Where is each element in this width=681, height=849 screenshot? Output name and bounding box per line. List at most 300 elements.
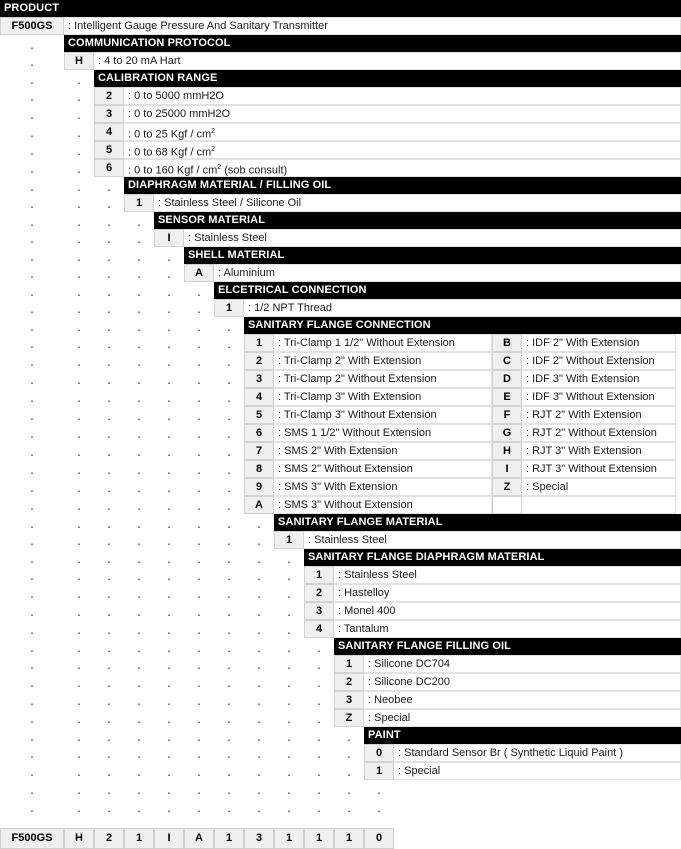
section-header-sanitary-flange-connection: SANITARY FLANGE CONNECTION: [244, 317, 681, 334]
leader-dot: .: [257, 626, 261, 637]
section-header-row-product: [0, 0, 681, 18]
option-row[interactable]: [0, 744, 681, 762]
option-description: : Silicone DC704: [364, 655, 681, 673]
option-code[interactable]: B: [492, 334, 522, 352]
option-row[interactable]: [0, 388, 681, 406]
leader-dot: .: [167, 804, 171, 815]
leader-dot: .: [377, 804, 381, 815]
summary-code-cell[interactable]: H: [64, 828, 94, 849]
leader-dot: .: [257, 733, 261, 744]
leader-dot: .: [107, 376, 111, 387]
section-header-sanitary-flange-filling-oil: SANITARY FLANGE FILLING OIL: [334, 638, 681, 655]
leader-dot: .: [167, 253, 171, 264]
leader-dot: .: [137, 502, 141, 513]
leader-dot: .: [257, 679, 261, 690]
option-code[interactable]: 7: [244, 442, 274, 460]
leader-dot: .: [227, 502, 231, 513]
leader-dot: .: [77, 715, 81, 726]
section-header-row-paint: [0, 727, 681, 745]
summary-code-cell[interactable]: 0: [364, 828, 394, 849]
leader-dot: .: [257, 661, 261, 672]
leader-dot: .: [287, 590, 291, 601]
option-row[interactable]: [0, 566, 681, 584]
leader-dot: .: [107, 270, 111, 281]
leader-dot: .: [30, 165, 34, 176]
leader-dot: .: [257, 608, 261, 619]
option-code[interactable]: 5: [244, 406, 274, 424]
leader-dot: .: [107, 520, 111, 531]
leader-dot: .: [137, 253, 141, 264]
leader-dot: .: [137, 590, 141, 601]
leader-dot: .: [227, 768, 231, 779]
option-code[interactable]: 2: [244, 352, 274, 370]
option-code[interactable]: 1: [244, 334, 274, 352]
option-code[interactable]: 2: [304, 584, 334, 602]
option-row[interactable]: [0, 159, 681, 177]
leader-dot: .: [77, 661, 81, 672]
option-row[interactable]: [0, 229, 681, 247]
summary-code-cell[interactable]: I: [154, 828, 184, 849]
option-code[interactable]: 1: [304, 566, 334, 584]
option-row[interactable]: [0, 691, 681, 709]
leader-dot: .: [107, 644, 111, 655]
leader-dot: .: [137, 412, 141, 423]
option-description: : Tri-Clamp 3" With Extension: [274, 388, 492, 406]
leader-dot: .: [30, 466, 34, 477]
leader-dot: .: [167, 626, 171, 637]
leader-dot: .: [77, 804, 81, 815]
leader-dot: .: [257, 572, 261, 583]
leader-dot: .: [167, 555, 171, 566]
leader-dot: .: [107, 697, 111, 708]
leader-dot: .: [107, 590, 111, 601]
leader-dot: .: [317, 804, 321, 815]
leader-dot: .: [77, 590, 81, 601]
leader-dot: .: [197, 376, 201, 387]
option-row[interactable]: [0, 370, 681, 388]
leader-dot: .: [77, 750, 81, 761]
leader-dot: .: [257, 520, 261, 531]
leader-dot: .: [227, 626, 231, 637]
leader-dot: .: [287, 715, 291, 726]
summary-code-cell[interactable]: 1: [304, 828, 334, 849]
leader-dot: .: [107, 340, 111, 351]
leader-dot: .: [167, 768, 171, 779]
leader-dot: .: [197, 466, 201, 477]
leader-dot: .: [197, 644, 201, 655]
option-code[interactable]: 1: [364, 762, 394, 780]
leader-dot: .: [30, 679, 34, 690]
option-description: : Monel 400: [334, 602, 681, 620]
leader-dot: .: [30, 626, 34, 637]
leader-dot: .: [77, 448, 81, 459]
leader-dot: .: [107, 572, 111, 583]
option-code[interactable]: E: [492, 388, 522, 406]
leader-dot: .: [167, 572, 171, 583]
leader-dot: .: [107, 218, 111, 229]
leader-dot: .: [30, 412, 34, 423]
summary-code-cell[interactable]: F500GS: [0, 828, 64, 849]
option-code[interactable]: Z: [334, 709, 364, 727]
summary-code-cell[interactable]: 1: [274, 828, 304, 849]
leader-dot: .: [227, 804, 231, 815]
option-row[interactable]: [0, 352, 681, 370]
leader-dot: .: [30, 644, 34, 655]
summary-code-cell[interactable]: 2: [94, 828, 124, 849]
leader-dot: .: [317, 697, 321, 708]
option-description: : Special: [394, 762, 681, 780]
leader-dot: .: [227, 715, 231, 726]
option-row[interactable]: [0, 602, 681, 620]
leader-dot: .: [107, 733, 111, 744]
leader-dot: .: [197, 679, 201, 690]
leader-dot: .: [77, 412, 81, 423]
option-row[interactable]: [0, 442, 681, 460]
option-description: : Special: [364, 709, 681, 727]
option-code[interactable]: A: [184, 264, 214, 282]
leader-dot: .: [287, 608, 291, 619]
leader-dot: .: [30, 572, 34, 583]
option-description: : Tri-Clamp 3" Without Extension: [274, 406, 492, 424]
leader-dot: .: [30, 253, 34, 264]
option-row[interactable]: [0, 424, 681, 442]
option-code[interactable]: G: [492, 424, 522, 442]
leader-dot: .: [287, 626, 291, 637]
leader-dot: .: [197, 697, 201, 708]
leader-dot: .: [347, 768, 351, 779]
option-code[interactable]: I: [492, 460, 522, 478]
leader-dot: .: [167, 484, 171, 495]
leader-dot: .: [167, 448, 171, 459]
option-code[interactable]: D: [492, 370, 522, 388]
section-header-shell-material: SHELL MATERIAL: [184, 247, 681, 264]
leader-dot: .: [167, 412, 171, 423]
leader-dot: .: [317, 715, 321, 726]
leader-dot: .: [77, 147, 81, 158]
leader-dot: .: [287, 679, 291, 690]
leader-dot: .: [167, 733, 171, 744]
leader-dot: .: [107, 394, 111, 405]
option-row[interactable]: [0, 460, 681, 478]
leader-dot: .: [137, 218, 141, 229]
leader-dot: .: [167, 358, 171, 369]
leader-dot: .: [77, 270, 81, 281]
option-code[interactable]: 4: [244, 388, 274, 406]
leader-dot: .: [167, 786, 171, 797]
leader-dot: .: [30, 715, 34, 726]
option-description: : RJT 3" With Extension: [522, 442, 676, 460]
leader-dot: .: [197, 340, 201, 351]
leader-dot: .: [77, 394, 81, 405]
summary-code-cell[interactable]: 1: [214, 828, 244, 849]
option-code[interactable]: 4: [304, 620, 334, 638]
leader-dot: .: [30, 129, 34, 140]
leader-dot: .: [107, 626, 111, 637]
leader-dot: .: [167, 502, 171, 513]
leader-dot: .: [137, 430, 141, 441]
option-row[interactable]: [0, 406, 681, 424]
option-description: : Aluminium: [214, 264, 681, 282]
leader-dot: .: [227, 430, 231, 441]
leader-dot: .: [287, 786, 291, 797]
option-row[interactable]: [0, 141, 681, 159]
leader-dot: .: [317, 768, 321, 779]
leader-dot: .: [227, 376, 231, 387]
option-description: : 0 to 25000 mmH2O: [124, 105, 681, 123]
option-code[interactable]: H: [492, 442, 522, 460]
leader-dot: .: [30, 93, 34, 104]
leader-dot: .: [317, 750, 321, 761]
option-code[interactable]: 4: [94, 123, 124, 141]
summary-code-cell[interactable]: 1: [124, 828, 154, 849]
option-row[interactable]: [0, 673, 681, 691]
leader-dot: .: [77, 733, 81, 744]
leader-dot: .: [30, 58, 34, 69]
leader-dot: .: [197, 288, 201, 299]
leader-dot: .: [30, 804, 34, 815]
leader-dot: .: [77, 165, 81, 176]
option-code[interactable]: H: [64, 52, 94, 70]
leader-dot: .: [137, 448, 141, 459]
leader-dot: .: [227, 466, 231, 477]
leader-dot: .: [167, 430, 171, 441]
option-code[interactable]: I: [154, 229, 184, 247]
option-description: : Hastelloy: [334, 584, 681, 602]
option-description-tail: (sob consult): [221, 164, 288, 177]
leader-dot: .: [107, 608, 111, 619]
option-description: : SMS 3" Without Extension: [274, 496, 492, 514]
option-code[interactable]: 3: [244, 370, 274, 388]
option-description: : Stainless Steel: [184, 229, 681, 247]
leader-dot: .: [227, 644, 231, 655]
leader-dot: .: [227, 786, 231, 797]
option-code[interactable]: A: [244, 496, 274, 514]
leader-dot: .: [347, 733, 351, 744]
section-header-paint: PAINT: [364, 727, 681, 744]
leader-dot: .: [77, 253, 81, 264]
section-header-product: PRODUCT: [0, 0, 681, 17]
leader-dot: .: [167, 520, 171, 531]
leader-dot: .: [30, 537, 34, 548]
leader-dot: .: [107, 358, 111, 369]
option-row[interactable]: [0, 762, 681, 780]
option-description-empty: [522, 496, 676, 514]
leader-dot: .: [107, 448, 111, 459]
leader-dot: .: [107, 466, 111, 477]
leader-dot: .: [107, 555, 111, 566]
option-code[interactable]: 9: [244, 478, 274, 496]
leader-dot: .: [137, 340, 141, 351]
leader-dot: .: [77, 218, 81, 229]
leader-dot: .: [30, 750, 34, 761]
leader-dot: .: [30, 502, 34, 513]
leader-dot: .: [197, 768, 201, 779]
leader-dot: .: [227, 323, 231, 334]
option-row[interactable]: [0, 655, 681, 673]
option-row[interactable]: [0, 496, 681, 514]
leader-dot: .: [317, 661, 321, 672]
option-row[interactable]: [0, 17, 681, 35]
leader-dot: .: [30, 733, 34, 744]
leader-dot: .: [30, 270, 34, 281]
leader-dot: .: [227, 697, 231, 708]
option-row[interactable]: [0, 299, 681, 317]
section-header-row-sensor-material: [0, 212, 681, 230]
option-code[interactable]: 0: [364, 744, 394, 762]
option-description: : 0 to 5000 mmH2O: [124, 87, 681, 105]
option-code[interactable]: 2: [94, 87, 124, 105]
option-description-text: : 0 to 68 Kgf / cm: [128, 146, 212, 159]
option-code[interactable]: 1: [274, 531, 304, 549]
leader-dot: .: [77, 235, 81, 246]
option-description: : Tri-Clamp 1 1/2" Without Extension: [274, 334, 492, 352]
option-description: [124, 159, 681, 177]
option-code[interactable]: 3: [334, 691, 364, 709]
leader-dot: .: [30, 608, 34, 619]
leader-dot: .: [77, 679, 81, 690]
leader-dot: .: [227, 394, 231, 405]
leader-dot: .: [137, 661, 141, 672]
summary-code-cell[interactable]: 3: [244, 828, 274, 849]
option-row[interactable]: [0, 584, 681, 602]
leader-dot: .: [257, 786, 261, 797]
leader-dot: .: [137, 394, 141, 405]
option-code[interactable]: 3: [304, 602, 334, 620]
leader-dot: .: [77, 768, 81, 779]
option-code[interactable]: 1: [124, 194, 154, 212]
leader-dot: .: [287, 768, 291, 779]
leader-dot: .: [347, 786, 351, 797]
leader-dot: .: [137, 750, 141, 761]
leader-dot: .: [197, 661, 201, 672]
leader-dot: .: [347, 750, 351, 761]
leader-dot: .: [137, 288, 141, 299]
leader-dot: .: [137, 537, 141, 548]
leader-dot: .: [77, 376, 81, 387]
option-row[interactable]: [0, 620, 681, 638]
leader-dot: .: [107, 679, 111, 690]
leader-dot: .: [227, 590, 231, 601]
leader-dot: .: [30, 200, 34, 211]
leader-dot: .: [30, 288, 34, 299]
option-code[interactable]: C: [492, 352, 522, 370]
option-row[interactable]: [0, 709, 681, 727]
leader-dot: .: [107, 235, 111, 246]
option-row[interactable]: [0, 194, 681, 212]
leader-dot: .: [137, 768, 141, 779]
leader-dot: .: [30, 768, 34, 779]
option-code[interactable]: 1: [334, 655, 364, 673]
section-header-row-sanitary-flange-connection: [0, 317, 681, 335]
leader-dot: .: [197, 555, 201, 566]
leader-dot: .: [227, 358, 231, 369]
option-row[interactable]: [0, 478, 681, 496]
leader-dot: .: [30, 697, 34, 708]
option-code[interactable]: F: [492, 406, 522, 424]
option-description: : SMS 2" With Extension: [274, 442, 492, 460]
leader-dot: .: [197, 715, 201, 726]
option-code[interactable]: 2: [334, 673, 364, 691]
leader-dot: .: [137, 733, 141, 744]
leader-dot: .: [167, 323, 171, 334]
leader-dot: .: [107, 537, 111, 548]
option-description: : Neobee: [364, 691, 681, 709]
leader-dot: .: [317, 644, 321, 655]
option-description: : RJT 3" Without Extension: [522, 460, 676, 478]
leader-dot: .: [137, 358, 141, 369]
leader-dot: .: [257, 715, 261, 726]
option-code[interactable]: Z: [492, 478, 522, 496]
option-code[interactable]: 6: [244, 424, 274, 442]
leader-dot: .: [197, 590, 201, 601]
leader-dot: .: [30, 590, 34, 601]
option-row[interactable]: [0, 105, 681, 123]
option-row[interactable]: [0, 531, 681, 549]
leader-dot: .: [197, 358, 201, 369]
leader-dot: .: [77, 111, 81, 122]
leader-dot: .: [30, 76, 34, 87]
leader-dot: .: [107, 715, 111, 726]
leader-dot: .: [257, 768, 261, 779]
option-row[interactable]: [0, 52, 681, 70]
leader-dot: .: [347, 804, 351, 815]
leader-dot: .: [197, 804, 201, 815]
leader-dot: .: [137, 376, 141, 387]
leader-dot: .: [30, 111, 34, 122]
leader-dot: .: [167, 288, 171, 299]
leader-dot: .: [317, 733, 321, 744]
leader-dot: .: [137, 270, 141, 281]
leader-dot: .: [197, 448, 201, 459]
option-code[interactable]: 5: [94, 141, 124, 159]
leader-dot: .: [30, 235, 34, 246]
leader-dot: .: [377, 786, 381, 797]
option-code[interactable]: 3: [94, 105, 124, 123]
leader-dot: .: [77, 76, 81, 87]
option-code[interactable]: 8: [244, 460, 274, 478]
option-row[interactable]: [0, 264, 681, 282]
option-description: : SMS 1 1/2" Without Extension: [274, 424, 492, 442]
option-code[interactable]: 6: [94, 159, 124, 177]
leader-dot: .: [167, 340, 171, 351]
summary-code-cell[interactable]: 1: [334, 828, 364, 849]
leader-dot: .: [167, 305, 171, 316]
option-row[interactable]: [0, 334, 681, 352]
option-row[interactable]: [0, 87, 681, 105]
section-header-row-shell-material: [0, 247, 681, 265]
option-code[interactable]: 1: [214, 299, 244, 317]
leader-dot: .: [257, 750, 261, 761]
summary-code-cell[interactable]: A: [184, 828, 214, 849]
leader-dot: .: [30, 147, 34, 158]
section-header-row-sanitary-flange-filling-oil: [0, 638, 681, 656]
leader-dot: .: [167, 750, 171, 761]
leader-dot: .: [77, 430, 81, 441]
leader-dot: .: [197, 394, 201, 405]
leader-dot: .: [197, 412, 201, 423]
option-row[interactable]: [0, 123, 681, 141]
option-code[interactable]: F500GS: [0, 17, 64, 35]
leader-dot: .: [167, 608, 171, 619]
leader-dot: .: [30, 218, 34, 229]
leader-dot: .: [77, 537, 81, 548]
leader-dot: .: [77, 484, 81, 495]
leader-dot-row: [0, 798, 681, 816]
section-header-elcetrical-connection: ELCETRICAL CONNECTION: [214, 282, 681, 299]
leader-dot: .: [197, 520, 201, 531]
section-header-communication-protocol: COMMUNICATION PROTOCOL: [64, 35, 681, 52]
leader-dot: .: [167, 697, 171, 708]
